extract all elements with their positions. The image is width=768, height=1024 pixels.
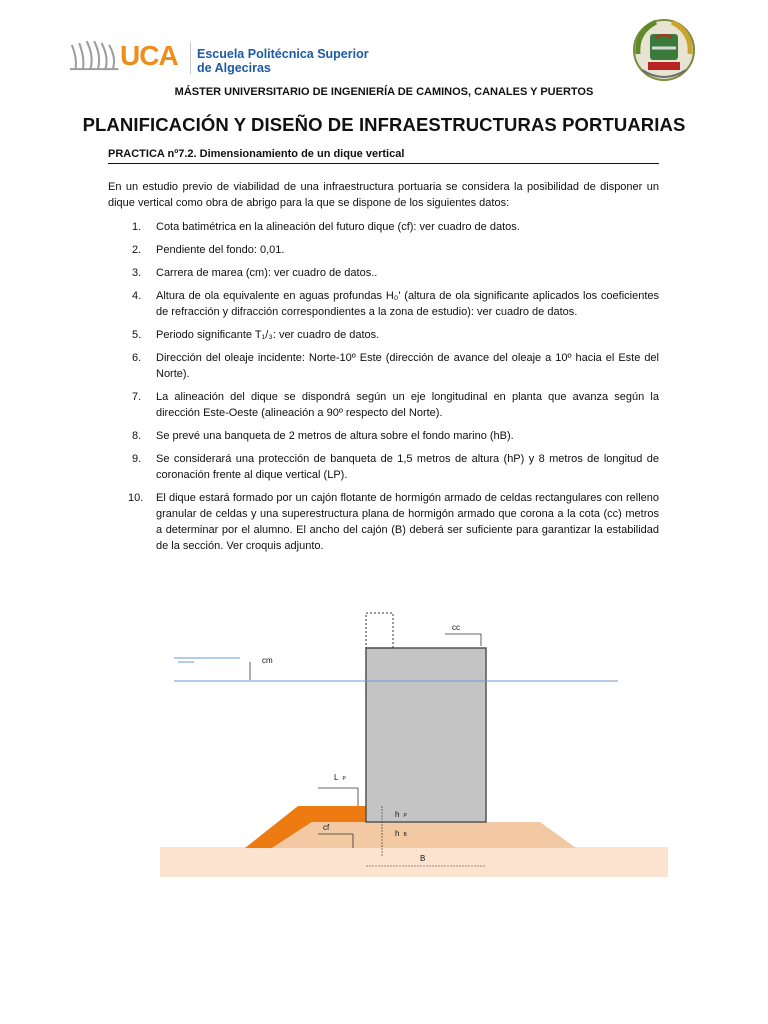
list-item-number: 1. bbox=[132, 221, 142, 233]
intro-paragraph: En un estudio previo de viabilidad de una infraestructura portuaria se considera la posibilidad de disponer un dique vertical como obra de abrigo para la que se dispone de los siguientes datos: bbox=[108, 181, 659, 209]
label-lp: L P bbox=[334, 773, 346, 782]
list-item bbox=[108, 327, 659, 343]
breakwater-section-diagram bbox=[160, 610, 668, 878]
list-item-number: 7. bbox=[132, 391, 142, 403]
uca-logo-text: UCA bbox=[120, 40, 178, 71]
list-item-number: 2. bbox=[132, 244, 142, 256]
list-item-text: Cota batimétrica en la alineación del futuro dique (cf): ver cuadro de datos. bbox=[156, 221, 520, 233]
list-item-text: Se prevé una banqueta de 2 metros de altura sobre el fondo marino (hB). bbox=[156, 430, 514, 442]
list-item-number: 4. bbox=[132, 290, 142, 302]
label-hp: h P bbox=[395, 810, 407, 819]
list-item-text: El dique estará formado por un cajón flotante de hormigón armado de celdas rectangulares con relleno granular de celdas y una superestructura plana de hormigón armado que corona a la cota (cc) metros a determinar por el alumno. El ancho del cajón (B) deberá ser suficiente para garantizar la estabilidad de la sección. Ver croquis adjunto. bbox=[156, 492, 659, 552]
heading-rule bbox=[108, 163, 659, 164]
list-item-text: Periodo significante T₁/₃: ver cuadro de datos. bbox=[156, 329, 380, 341]
list-item bbox=[108, 265, 659, 281]
label-cf: cf bbox=[323, 823, 330, 832]
list-item-text: Pendiente del fondo: 0,01. bbox=[156, 244, 285, 256]
uca-emblem-icon bbox=[68, 36, 124, 78]
list-item bbox=[108, 490, 659, 554]
school-name-line1: Escuela Politécnica Superior bbox=[197, 47, 369, 61]
label-cc: cc bbox=[452, 623, 460, 632]
list-item-number: 5. bbox=[132, 329, 142, 341]
list-item-number: 10. bbox=[128, 492, 144, 504]
list-item bbox=[108, 219, 659, 235]
caisson bbox=[366, 648, 486, 822]
list-item bbox=[108, 350, 659, 382]
logo-divider bbox=[190, 42, 191, 74]
school-name bbox=[197, 47, 369, 75]
school-name-line2: de Algeciras bbox=[197, 61, 271, 75]
list-item bbox=[108, 389, 659, 421]
list-item-number: 3. bbox=[132, 267, 142, 279]
list-item-text: Carrera de marea (cm): ver cuadro de datos.. bbox=[156, 267, 378, 279]
list-item bbox=[108, 242, 659, 258]
list-item-text: La alineación del dique se dispondrá según un eje longitudinal en planta que avanza según la dirección Este-Oeste (alineación a 90º respecto del Norte). bbox=[156, 391, 659, 419]
document-title: PLANIFICACIÓN Y DISEÑO DE INFRAESTRUCTURAS PORTUARIAS bbox=[82, 114, 686, 135]
practica-heading: PRACTICA nº7.2. Dimensionamiento de un dique vertical bbox=[108, 148, 405, 160]
list-item bbox=[108, 428, 659, 444]
seabed bbox=[160, 847, 668, 877]
label-cm: cm bbox=[262, 656, 273, 665]
label-b: B bbox=[420, 854, 426, 863]
list-item bbox=[108, 288, 659, 320]
list-item-text: Dirección del oleaje incidente: Norte-10º Este (dirección de avance del oleaje a 10º hacia el Este del Norte). bbox=[156, 352, 659, 380]
list-item-text: Se considerará una protección de banqueta de 1,5 metros de altura (hP) y 8 metros de longitud de coronación frente al dique vertical (LP). bbox=[156, 453, 659, 481]
school-crest-icon bbox=[628, 14, 700, 86]
list-item-number: 9. bbox=[132, 453, 142, 465]
list-item-number: 6. bbox=[132, 352, 142, 364]
rubble-berm bbox=[272, 822, 576, 848]
list-item-number: 8. bbox=[132, 430, 142, 442]
data-list bbox=[108, 219, 659, 561]
master-heading: MÁSTER UNIVERSITARIO DE INGENIERÍA DE CAMINOS, CANALES Y PUERTOS bbox=[174, 86, 594, 98]
superstructure-outline bbox=[366, 613, 393, 648]
list-item-text: Altura de ola equivalente en aguas profundas H₀' (altura de ola significante aplicados los coeficientes de refracción y difracción correspondientes a la zona de estudio): ver cuadro de datos. bbox=[156, 290, 659, 318]
list-item bbox=[108, 451, 659, 483]
label-hb: h B bbox=[395, 829, 407, 838]
